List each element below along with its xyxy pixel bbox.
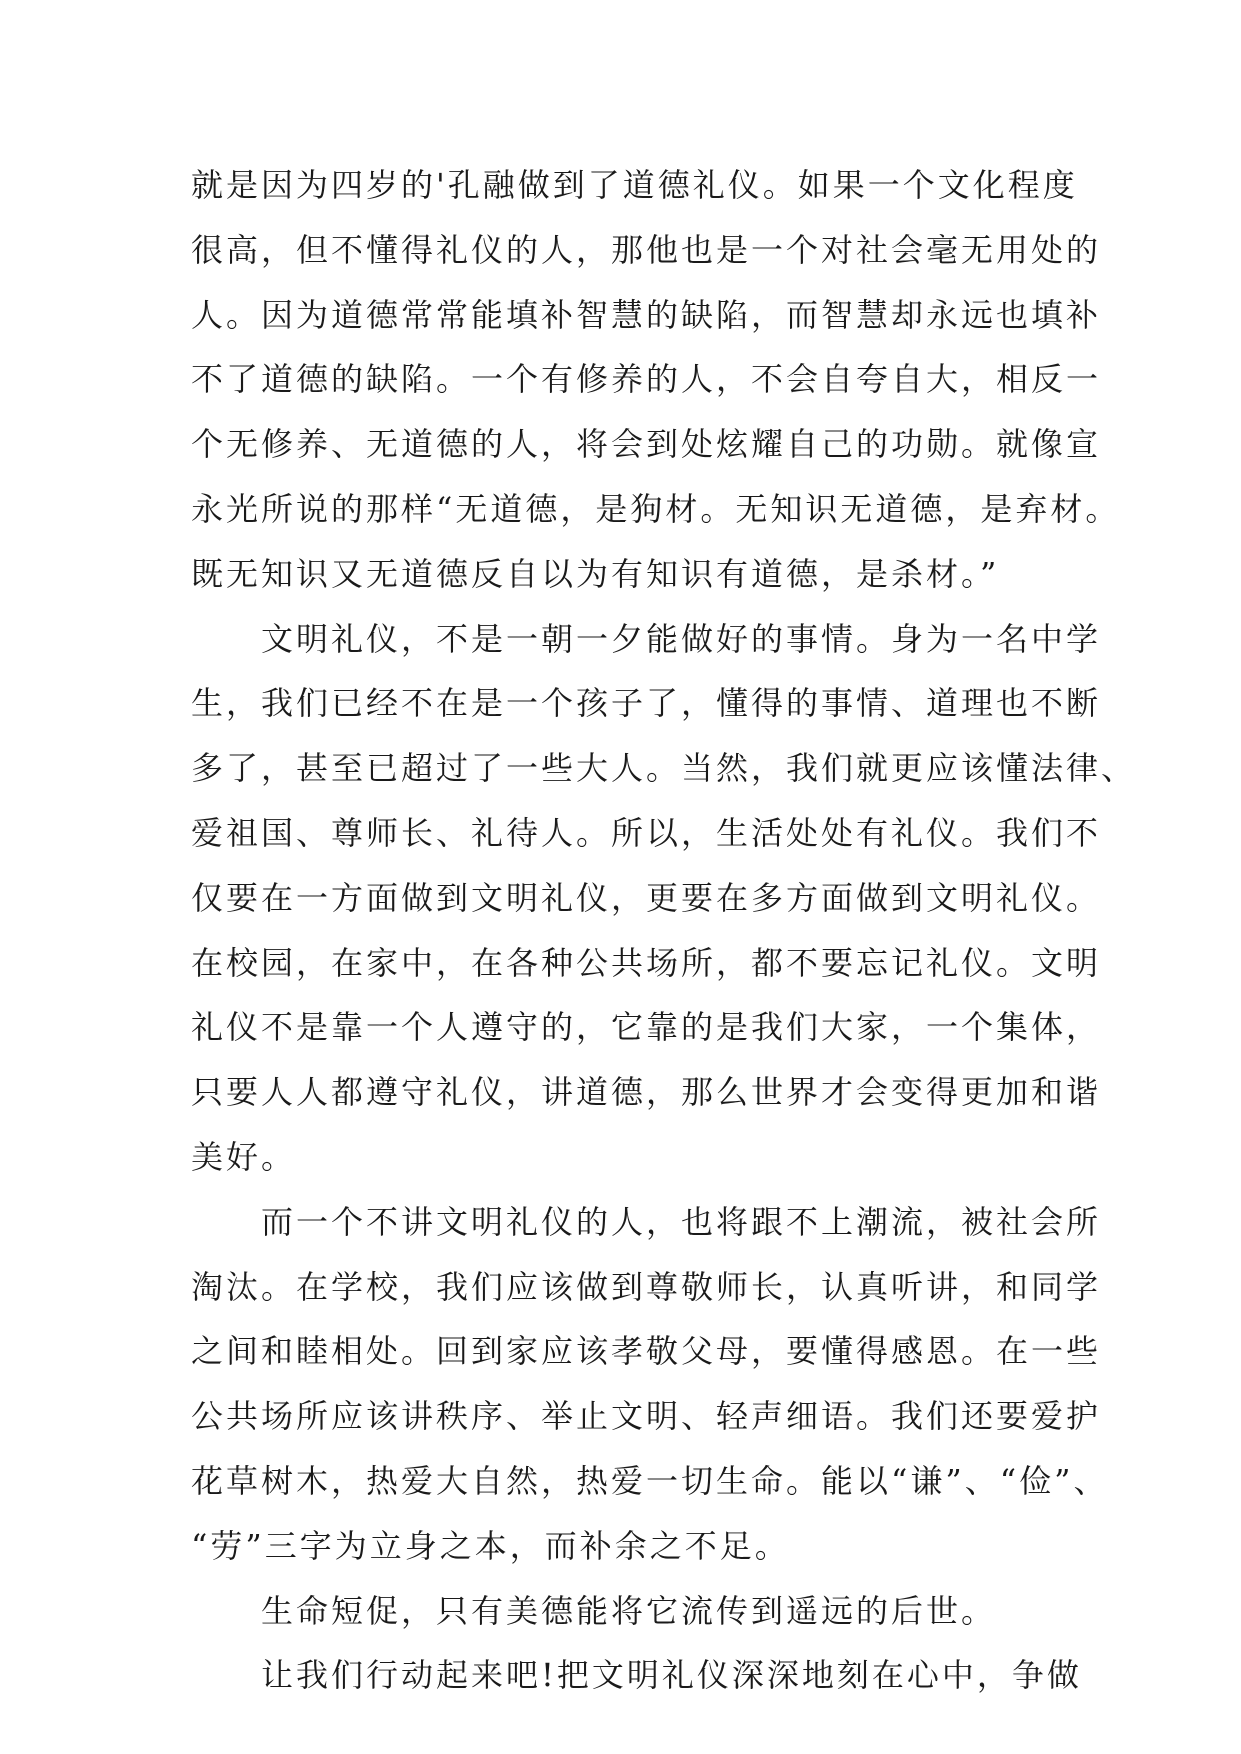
text-line: 仅要在一方面做到文明礼仪，更要在多方面做到文明礼仪。 — [191, 878, 1102, 917]
text-line: 之间和睦相处。回到家应该孝敬父母，要懂得感恩。在一些 — [191, 1332, 1102, 1371]
text-line: 个无修养、无道德的人，将会到处炫耀自己的功勋。就像宣 — [191, 425, 1102, 464]
text-line: “劳”三字为立身之本，而补余之不足。 — [191, 1526, 790, 1565]
text-line: 文明礼仪，不是一朝一夕能做好的事情。身为一名中学 — [191, 619, 1102, 658]
text-line: 生，我们已经不在是一个孩子了，懂得的事情、道理也不断 — [191, 684, 1102, 723]
text-line: 多了，甚至已超过了一些大人。当然，我们就更应该懂法律、 — [191, 749, 1137, 788]
text-line: 只要人人都遵守礼仪，讲道德，那么世界才会变得更加和谐 — [191, 1073, 1102, 1112]
text-line: 美好。 — [191, 1137, 297, 1176]
text-line: 花草树木，热爱大自然，热爱一切生命。能以“谦”、“俭”、 — [191, 1461, 1109, 1500]
text-line: 礼仪不是靠一个人遵守的，它靠的是我们大家，一个集体， — [191, 1008, 1102, 1047]
text-line: 让我们行动起来吧!把文明礼仪深深地刻在心中，争做 — [191, 1656, 1082, 1695]
text-line: 爱祖国、尊师长、礼待人。所以，生活处处有礼仪。我们不 — [191, 813, 1102, 852]
text-line: 公共场所应该讲秩序、举止文明、轻声细语。我们还要爱护 — [191, 1397, 1102, 1436]
text-line: 既无知识又无道德反自以为有知识有道德，是杀材。” — [191, 554, 1000, 593]
text-line: 生命短促，只有美德能将它流传到遥远的后世。 — [191, 1591, 997, 1630]
text-line: 人。因为道德常常能填补智慧的缺陷，而智慧却永远也填补 — [191, 295, 1102, 334]
essay-body — [191, 153, 1137, 1708]
text-line: 很高，但不懂得礼仪的人，那他也是一个对社会毫无用处的 — [191, 230, 1102, 269]
text-line: 不了道德的缺陷。一个有修养的人，不会自夸自大，相反一 — [191, 360, 1102, 399]
text-line: 就是因为四岁的'孔融做到了道德礼仪。如果一个文化程度 — [191, 166, 1078, 204]
text-line: 淘汰。在学校，我们应该做到尊敬师长，认真听讲，和同学 — [191, 1267, 1102, 1306]
text-line: 在校园，在家中，在各种公共场所，都不要忘记礼仪。文明 — [191, 943, 1102, 982]
text-line: 而一个不讲文明礼仪的人，也将跟不上潮流，被社会所 — [191, 1202, 1102, 1241]
text-line: 永光所说的那样“无道德，是狗材。无知识无道德，是弃材。 — [191, 489, 1121, 528]
